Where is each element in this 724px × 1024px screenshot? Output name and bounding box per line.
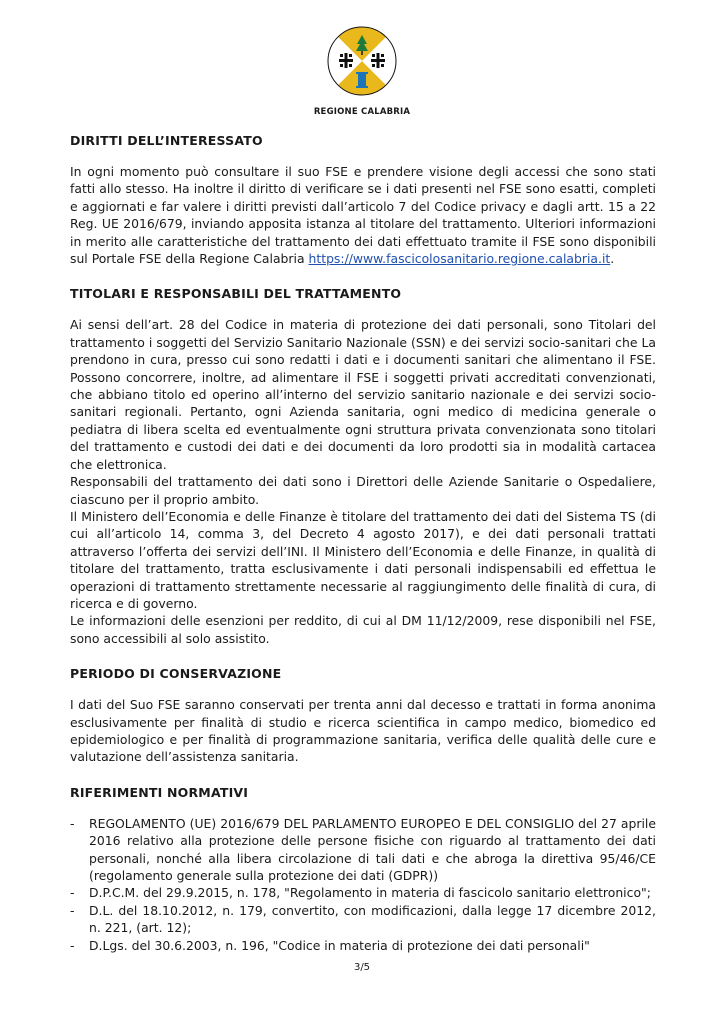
list-bullet: -	[70, 885, 75, 901]
list-item	[70, 815, 656, 885]
regione-calabria-logo	[327, 26, 397, 96]
section-heading-periodo: PERIODO DI CONSERVAZIONE	[70, 666, 282, 682]
paragraph-titolari-2: Responsabili del trattamento dei dati sono i Direttori delle Aziende Sanitarie o Ospedaliere, ciascuno per il proprio ambito.	[70, 474, 656, 507]
paragraph-titolari-4: Le informazioni delle esenzioni per reddito, di cui al DM 11/12/2009, rese disponibili nel FSE, sono accessibili al solo assistito.	[70, 613, 656, 646]
portale-fse-link[interactable]: https://www.fascicolosanitario.regione.calabria.it	[308, 251, 611, 267]
list-item-text: D.L. del 18.10.2012, n. 179, convertito, con modificazioni, dalla legge 17 dicembre 2012, n. 221, (art. 12);	[89, 902, 656, 936]
paragraph-diritti-end: .	[610, 251, 615, 267]
cross-right-icon	[371, 53, 385, 68]
list-bullet: -	[70, 815, 75, 831]
paragraph-periodo: I dati del Suo FSE saranno conservati per trenta anni dal decesso e trattati in forma anonima esclusivamente per finalità di studio e ricerca scientifica in campo medico, biomedico ed epidemiologico e per finalità di programmazione sanitaria, verifica delle qualità delle cure e valutazione dell’assistenza sanitaria.	[70, 697, 656, 765]
section-heading-diritti: DIRITTI DELL’INTERESSATO	[70, 133, 263, 148]
paragraph-titolari-1: Ai sensi dell’art. 28 del Codice in materia di protezione dei dati personali, sono Titolari del trattamento i soggetti del Servizio Sanitario Nazionale (SSN) e dei servizi socio-sanitari che La prendono in cura, presso cui sono redatti i dati e i documenti sanitari che alimentano il FSE. Possono concorrere, inoltre, ad alimentare il FSE i soggetti privati accreditati convenzionati, che abbiano titolo ed operino all’interno del servizio sanitario nazionale e dei servizi socio-sanitari regionali. Pertanto, ogni Azienda sanitaria, ogni medico di medicina generale o pediatra di libera scelta ed eventualmente ogni struttura privata convenzionata sono titolari del trattamento e custodi dei dati e dei documenti da loro prodotti sia in modalità cartacea che elettronica.	[70, 317, 656, 472]
page-number: 3/5	[353, 962, 371, 973]
paragraph-diritti-text: In ogni momento può consultare il suo FSE e prendere visione degli accessi che sono stati fatti allo stesso. Ha inoltre il diritto di verificare se i dati presenti nel FSE sono esatti, completi e aggiornati e far valere i diritti previsti dall’articolo 7 del Codice privacy e dagli artt. 15 a 22 Reg. UE 2016/679, inviando apposita istanza al titolare del trattamento. Ulteriori informazioni in merito alle caratteristiche del trattamento dei dati effettuato tramite il FSE sono disponibili sul Portale FSE della Regione Calabria	[70, 164, 656, 267]
references-list	[70, 815, 656, 954]
list-item	[70, 902, 656, 937]
list-item-text: D.P.C.M. del 29.9.2015, n. 178, "Regolamento in materia di fascicolo sanitario elettronico";	[89, 885, 651, 901]
list-item-text: REGOLAMENTO (UE) 2016/679 DEL PARLAMENTO EUROPEO E DEL CONSIGLIO del 27 aprile 2016 relativo alla protezione delle persone fisiche con riguardo al trattamento dei dati personali, nonché alla libera circolazione di tali dati e che abroga la direttiva 95/46/CE (regolamento generale sulla protezione dei dati (GDPR))	[89, 815, 656, 883]
cross-left-icon	[339, 53, 353, 68]
list-item-text: D.Lgs. del 30.6.2003, n. 196, "Codice in materia di protezione dei dati personali"	[89, 937, 590, 953]
logo-caption: REGIONE CALABRIA	[313, 107, 411, 117]
list-bullet: -	[70, 902, 75, 918]
paragraph-diritti	[70, 163, 656, 267]
section-heading-titolari: TITOLARI E RESPONSABILI DEL TRATTAMENTO	[70, 286, 402, 302]
list-bullet: -	[70, 937, 75, 953]
list-item	[70, 884, 656, 901]
document-body	[70, 132, 656, 954]
list-item	[70, 937, 656, 954]
paragraph-titolari-3: Il Ministero dell’Economia e delle Finanze è titolare del trattamento dei dati del Sistema TS (di cui all’articolo 14, comma 3, del Decreto 4 agosto 2017), e dei dati personali trattati attraverso l’offerta dei servizi dell’INI. Il Ministero dell’Economia e delle Finanze, in qualità di titolare del trattamento, tratta esclusivamente i dati personali indispensabili ed effettua le operazioni di trattamento strettamente necessarie al raggiungimento delle finalità di cura, di ricerca e di governo.	[70, 508, 656, 611]
section-heading-riferimenti: RIFERIMENTI NORMATIVI	[70, 784, 249, 800]
